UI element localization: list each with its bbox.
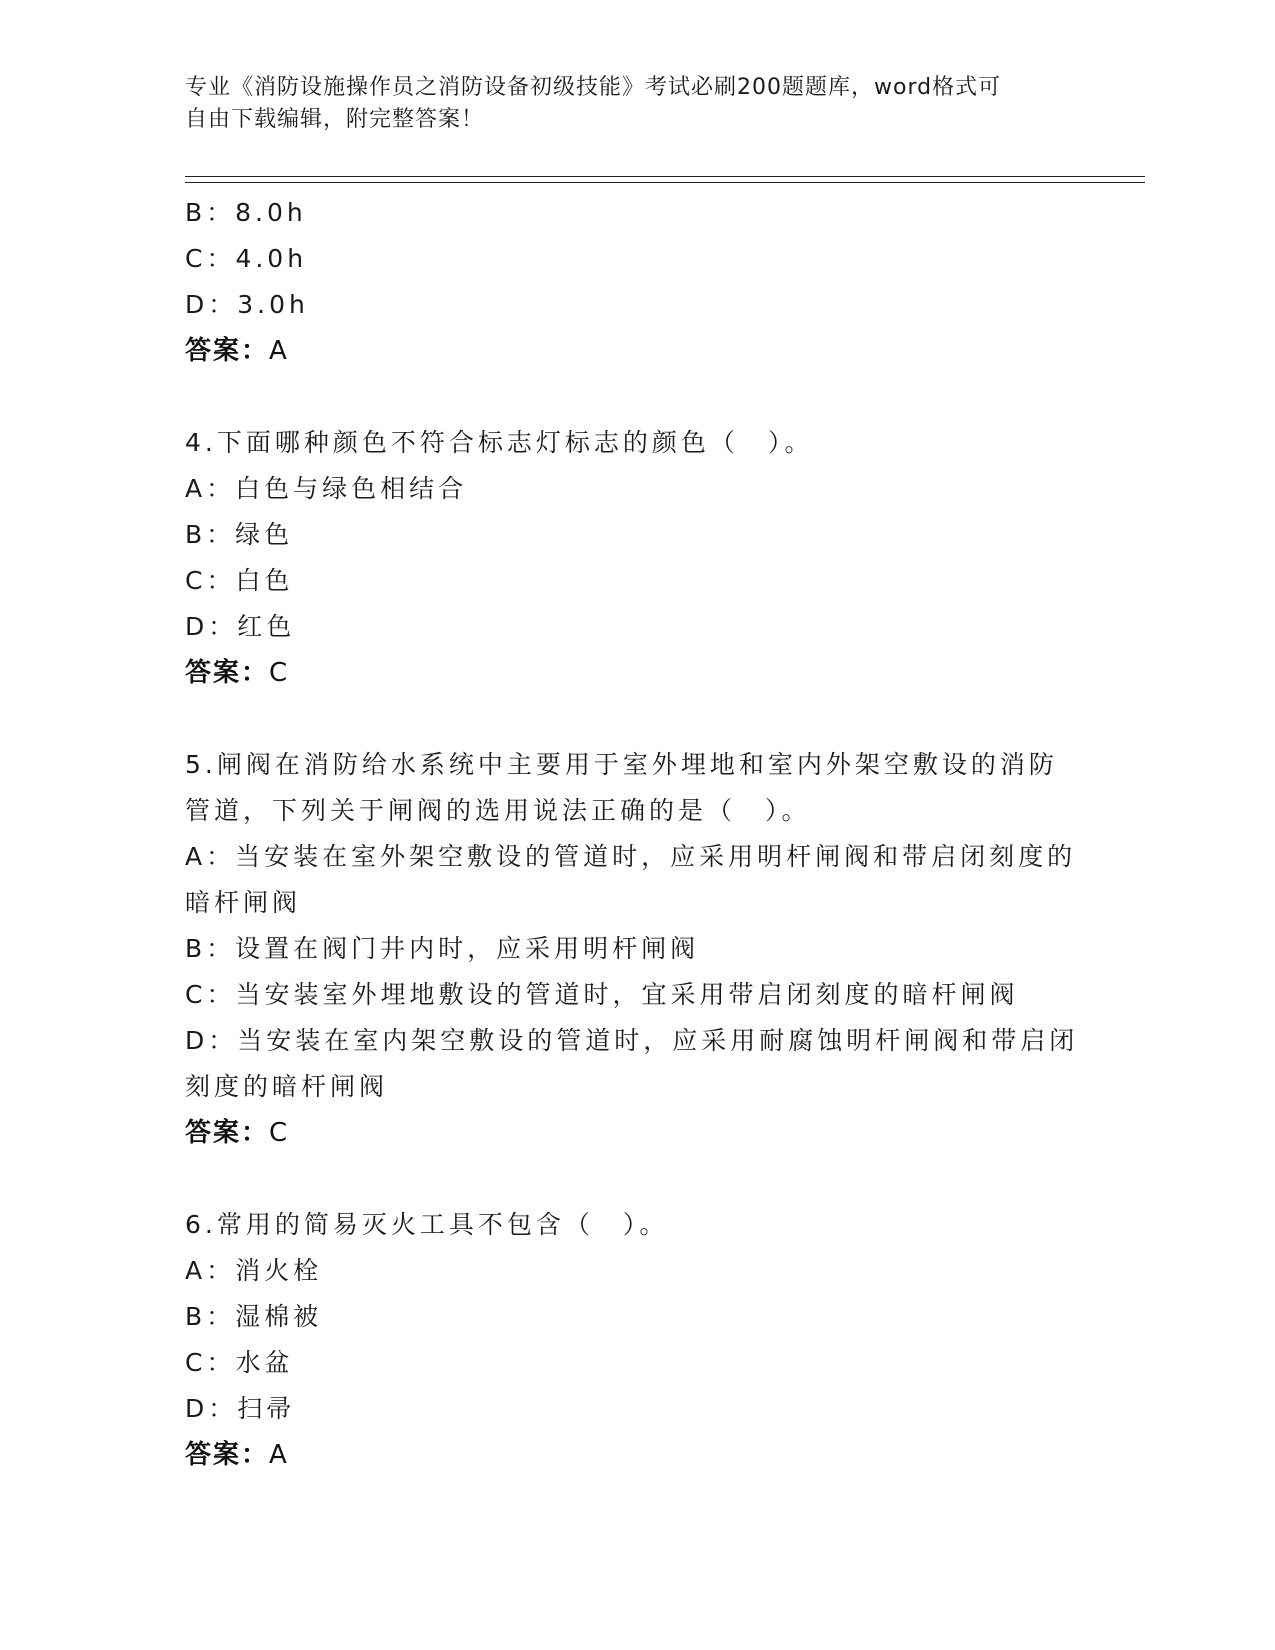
option-b: B：8.0h: [185, 198, 307, 227]
option-c: C：4.0h: [185, 244, 308, 273]
answer-value: A: [269, 336, 289, 366]
option-d-line-1: D：当安装在室内架空敷设的管道时，应采用耐腐蚀明杆闸阀和带启闭: [185, 1026, 1079, 1055]
option-c: C：白色: [185, 566, 294, 595]
answer-line: [185, 1432, 1105, 1478]
question-stem-line-1: 5.闸阀在消防给水系统中主要用于室外埋地和室内外架空敷设的消防: [185, 750, 1058, 779]
header-rule-bottom: [185, 182, 1145, 183]
answer-line: [185, 650, 1105, 696]
answer-label: 答案：: [185, 1118, 270, 1148]
option-a: A：消火栓: [185, 1256, 323, 1285]
option-c: C：当安装室外埋地敷设的管道时，宜采用带启闭刻度的暗杆闸阀: [185, 980, 1019, 1009]
answer-label: 答案：: [185, 1440, 270, 1470]
option-d: D：扫帚: [185, 1394, 296, 1423]
option-a-line-1: A：当安装在室外架空敷设的管道时，应采用明杆闸阀和带启闭刻度的: [185, 842, 1077, 871]
answer-line: [185, 328, 1105, 374]
question-5: [185, 742, 1105, 1156]
option-a-line-2: 暗杆闸阀: [185, 888, 302, 917]
question-3-tail: [185, 190, 1105, 374]
option-b: B：湿棉被: [185, 1302, 323, 1331]
question-4: [185, 420, 1105, 696]
question-6: [185, 1202, 1105, 1478]
header-rule-top: [185, 176, 1145, 177]
header-line-2: 自由下载编辑，附完整答案！: [185, 107, 485, 132]
question-stem: 6.常用的简易灭火工具不包含（ ）。: [185, 1210, 669, 1239]
answer-label: 答案：: [185, 658, 270, 688]
option-d: D：3.0h: [185, 290, 309, 319]
option-b: B：绿色: [185, 520, 294, 549]
answer-value: A: [269, 1440, 289, 1470]
option-d-line-2: 刻度的暗杆闸阀: [185, 1072, 389, 1101]
question-stem: 4.下面哪种颜色不符合标志灯标志的颜色（ ）。: [185, 428, 814, 457]
question-list: [185, 190, 1105, 1478]
option-c: C：水盆: [185, 1348, 294, 1377]
option-a: A：白色与绿色相结合: [185, 474, 468, 503]
answer-line: [185, 1110, 1105, 1156]
header-line-1: 专业《消防设施操作员之消防设备初级技能》考试必刷200题题库，word格式可: [185, 75, 1002, 100]
option-d: D：红色: [185, 612, 296, 641]
question-stem-line-2: 管道，下列关于闸阀的选用说法正确的是（ ）。: [185, 796, 811, 825]
answer-value: C: [269, 1118, 290, 1148]
option-b: B：设置在阀门井内时，应采用明杆闸阀: [185, 934, 700, 963]
answer-value: C: [269, 658, 290, 688]
answer-label: 答案：: [185, 336, 270, 366]
document-header: [185, 72, 1085, 136]
